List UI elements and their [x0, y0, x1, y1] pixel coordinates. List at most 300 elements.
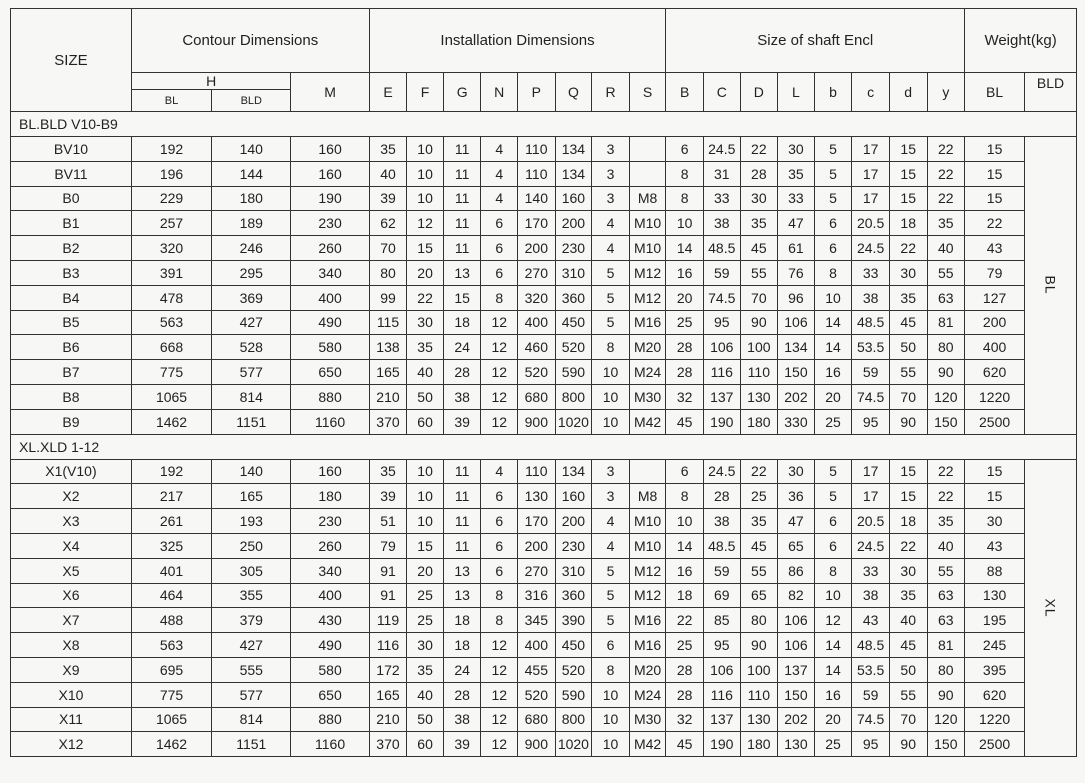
table-cell: 55	[927, 260, 965, 285]
table-cell: 32	[666, 384, 704, 409]
table-cell: 165	[369, 360, 407, 385]
table-cell: 395	[965, 657, 1025, 682]
table-cell: 106	[703, 335, 740, 360]
table-cell: 11	[443, 161, 481, 186]
table-cell: 180	[740, 732, 778, 757]
size-cell: B4	[11, 285, 132, 310]
table-cell: 11	[443, 533, 481, 558]
table-cell: 106	[778, 310, 815, 335]
table-cell: 14	[814, 657, 852, 682]
table-cell: 35	[407, 335, 444, 360]
table-cell: 45	[666, 732, 704, 757]
table-cell: 55	[740, 260, 778, 285]
table-cell: 22	[666, 608, 704, 633]
table-cell: 18	[889, 509, 927, 534]
table-cell: 40	[369, 161, 407, 186]
table-cell: 620	[965, 360, 1025, 385]
table-cell: 4	[481, 161, 518, 186]
h-bl-header: BL	[131, 90, 211, 112]
table-cell: 90	[889, 409, 927, 434]
size-cell: X10	[11, 682, 132, 707]
table-cell: 10	[407, 137, 444, 162]
table-cell: 20.5	[852, 211, 890, 236]
table-cell: 140	[518, 186, 556, 211]
table-cell: 10	[666, 211, 704, 236]
install-col-q: Q	[555, 73, 592, 112]
size-cell: X8	[11, 633, 132, 658]
table-cell: 15	[889, 186, 927, 211]
table-cell: 8	[592, 335, 630, 360]
table-cell: 17	[852, 137, 890, 162]
table-cell: 33	[703, 186, 740, 211]
table-cell: 246	[212, 236, 291, 261]
table-cell: 11	[443, 509, 481, 534]
table-cell: 43	[852, 608, 890, 633]
table-cell: M10	[629, 509, 666, 534]
table-cell: 4	[481, 137, 518, 162]
shaft-col-l: L	[778, 73, 815, 112]
table-cell: 20	[814, 384, 852, 409]
table-cell: 74.5	[852, 384, 890, 409]
table-cell: 80	[740, 608, 778, 633]
table-cell: 189	[212, 211, 291, 236]
table-cell: 580	[291, 335, 369, 360]
table-cell: 80	[927, 335, 965, 360]
table-cell: 261	[131, 509, 211, 534]
table-cell: 85	[703, 608, 740, 633]
table-cell: 192	[131, 459, 211, 484]
weight-bld-header: BLD	[1025, 73, 1077, 112]
table-cell: 18	[889, 211, 927, 236]
table-cell: 800	[555, 707, 592, 732]
table-cell: 106	[778, 608, 815, 633]
table-cell: 35	[740, 509, 778, 534]
table-cell: 95	[852, 732, 890, 757]
table-cell: 30	[889, 260, 927, 285]
table-cell: 90	[740, 310, 778, 335]
table-row	[11, 682, 1077, 707]
table-cell: 160	[555, 484, 592, 509]
table-row	[11, 558, 1077, 583]
table-row	[11, 211, 1077, 236]
size-cell: X4	[11, 533, 132, 558]
table-cell: 130	[965, 583, 1025, 608]
table-cell: 24.5	[703, 459, 740, 484]
table-cell: 55	[889, 682, 927, 707]
table-cell: 36	[778, 484, 815, 509]
table-cell: 577	[212, 682, 291, 707]
table-cell: 25	[666, 310, 704, 335]
table-cell: 30	[778, 137, 815, 162]
table-cell: 35	[889, 583, 927, 608]
shaft-col-c-upper: C	[703, 73, 740, 112]
table-cell: 12	[407, 211, 444, 236]
table-cell: 490	[291, 633, 369, 658]
table-cell: 210	[369, 384, 407, 409]
size-cell: X3	[11, 509, 132, 534]
table-cell: 900	[518, 409, 556, 434]
table-cell: 22	[965, 211, 1025, 236]
table-cell: 5	[814, 137, 852, 162]
size-cell: B3	[11, 260, 132, 285]
size-cell: B8	[11, 384, 132, 409]
table-cell: 1160	[291, 732, 369, 757]
table-cell: 16	[814, 682, 852, 707]
table-row	[11, 310, 1077, 335]
table-cell: 150	[778, 360, 815, 385]
table-cell: 24.5	[703, 137, 740, 162]
table-row	[11, 137, 1077, 162]
size-cell: B2	[11, 236, 132, 261]
table-cell: 95	[703, 310, 740, 335]
table-cell: 25	[814, 732, 852, 757]
table-cell: 35	[889, 285, 927, 310]
table-cell: 620	[965, 682, 1025, 707]
table-cell: 8	[666, 484, 704, 509]
table-cell: 17	[852, 186, 890, 211]
table-cell: 4	[592, 236, 630, 261]
table-cell: 91	[369, 583, 407, 608]
table-cell: 190	[703, 409, 740, 434]
table-cell: 45	[889, 633, 927, 658]
table-cell: 16	[666, 558, 704, 583]
table-cell: 65	[740, 583, 778, 608]
table-cell: 30	[778, 459, 815, 484]
table-cell: 355	[212, 583, 291, 608]
table-cell: 91	[369, 558, 407, 583]
table-cell: 13	[443, 260, 481, 285]
table-cell: 140	[212, 137, 291, 162]
table-cell: 257	[131, 211, 211, 236]
table-cell: 63	[927, 285, 965, 310]
table-cell: 230	[555, 533, 592, 558]
table-cell: M16	[629, 608, 666, 633]
table-cell: 4	[592, 509, 630, 534]
table-cell: 30	[407, 310, 444, 335]
table-cell: 96	[778, 285, 815, 310]
table-cell: 12	[481, 682, 518, 707]
table-cell: 650	[291, 360, 369, 385]
table-cell: 20	[407, 558, 444, 583]
table-cell: 51	[369, 509, 407, 534]
table-cell: 28	[740, 161, 778, 186]
table-cell: 5	[592, 285, 630, 310]
table-cell: 170	[518, 211, 556, 236]
table-cell: 110	[518, 459, 556, 484]
section-title: XL.XLD 1-12	[11, 434, 1077, 459]
table-cell	[629, 161, 666, 186]
table-cell: 69	[703, 583, 740, 608]
table-cell: 490	[291, 310, 369, 335]
table-cell: 200	[518, 533, 556, 558]
table-cell: 48.5	[852, 310, 890, 335]
table-cell: 35	[778, 161, 815, 186]
table-cell: 1462	[131, 732, 211, 757]
table-cell: 8	[814, 558, 852, 583]
table-cell: 55	[927, 558, 965, 583]
table-cell: 22	[740, 459, 778, 484]
table-cell: 10	[592, 360, 630, 385]
table-cell: 22	[927, 484, 965, 509]
table-cell: 1020	[555, 732, 592, 757]
table-cell: 25	[666, 633, 704, 658]
table-cell: 200	[555, 509, 592, 534]
size-cell: BV11	[11, 161, 132, 186]
table-cell: 192	[131, 137, 211, 162]
table-row	[11, 335, 1077, 360]
table-cell: 24.5	[852, 533, 890, 558]
table-cell: 11	[443, 236, 481, 261]
table-cell: 137	[703, 707, 740, 732]
table-cell: 320	[518, 285, 556, 310]
table-cell: 40	[407, 682, 444, 707]
table-cell: 8	[481, 285, 518, 310]
table-cell: 6	[814, 509, 852, 534]
table-cell: 193	[212, 509, 291, 534]
table-row	[11, 459, 1077, 484]
size-cell: X1(V10)	[11, 459, 132, 484]
table-row	[11, 285, 1077, 310]
table-cell: 165	[369, 682, 407, 707]
table-cell: 400	[518, 310, 556, 335]
table-cell: 170	[518, 509, 556, 534]
table-cell: 13	[443, 558, 481, 583]
table-cell: 116	[703, 682, 740, 707]
table-cell: 15	[889, 459, 927, 484]
table-cell: 18	[443, 310, 481, 335]
m-header: M	[291, 73, 369, 112]
table-cell: M12	[629, 558, 666, 583]
table-row	[11, 260, 1077, 285]
table-cell: 1462	[131, 409, 211, 434]
table-cell: 18	[443, 608, 481, 633]
table-cell: 345	[518, 608, 556, 633]
table-cell: 230	[291, 509, 369, 534]
weight-header: Weight(kg)	[965, 9, 1077, 73]
size-cell: B6	[11, 335, 132, 360]
table-cell: 8	[592, 657, 630, 682]
table-cell: 680	[518, 384, 556, 409]
table-cell: 14	[814, 310, 852, 335]
table-cell: 2500	[965, 409, 1025, 434]
table-row	[11, 707, 1077, 732]
table-cell: 360	[555, 583, 592, 608]
table-cell: 11	[443, 186, 481, 211]
table-cell: 134	[778, 335, 815, 360]
table-cell: 53.5	[852, 335, 890, 360]
group-label: BL	[1042, 275, 1059, 295]
table-cell: 360	[555, 285, 592, 310]
table-cell: 33	[852, 558, 890, 583]
table-cell: 1220	[965, 707, 1025, 732]
table-cell: 10	[407, 484, 444, 509]
install-col-p: P	[518, 73, 556, 112]
table-cell: 70	[889, 707, 927, 732]
table-cell: 370	[369, 409, 407, 434]
table-cell: 12	[481, 633, 518, 658]
table-cell: 28	[443, 682, 481, 707]
table-cell: 1151	[212, 409, 291, 434]
table-cell: 229	[131, 186, 211, 211]
table-cell: 11	[443, 484, 481, 509]
table-cell: 45	[666, 409, 704, 434]
table-cell: 12	[481, 409, 518, 434]
table-cell: M8	[629, 186, 666, 211]
table-cell: 134	[555, 459, 592, 484]
table-cell	[629, 137, 666, 162]
table-cell: 577	[212, 360, 291, 385]
shaft-header: Size of shaft Encl	[666, 9, 965, 73]
table-cell: 95	[703, 633, 740, 658]
table-cell: 10	[666, 509, 704, 534]
table-cell: 190	[291, 186, 369, 211]
table-cell: 10	[407, 509, 444, 534]
table-cell: M8	[629, 484, 666, 509]
table-cell: 5	[592, 583, 630, 608]
table-cell: 202	[778, 707, 815, 732]
table-cell: 400	[518, 633, 556, 658]
table-cell: 15	[407, 533, 444, 558]
table-cell: 30	[740, 186, 778, 211]
table-cell: 22	[889, 533, 927, 558]
table-cell: 28	[703, 484, 740, 509]
table-cell: M16	[629, 633, 666, 658]
table-cell: 16	[814, 360, 852, 385]
install-col-f: F	[407, 73, 444, 112]
size-cell: X2	[11, 484, 132, 509]
table-cell: 25	[407, 608, 444, 633]
table-cell: 60	[407, 732, 444, 757]
table-cell: 8	[481, 608, 518, 633]
table-cell: M30	[629, 707, 666, 732]
table-cell: 800	[555, 384, 592, 409]
table-cell: 150	[927, 732, 965, 757]
dimension-table	[10, 8, 1077, 757]
table-cell: 17	[852, 459, 890, 484]
table-cell: 15	[443, 285, 481, 310]
table-cell: 25	[740, 484, 778, 509]
install-col-r: R	[592, 73, 630, 112]
table-cell: 38	[852, 285, 890, 310]
table-cell: 31	[703, 161, 740, 186]
table-cell: 35	[369, 459, 407, 484]
table-cell: 6	[481, 558, 518, 583]
table-cell: 369	[212, 285, 291, 310]
table-cell: 379	[212, 608, 291, 633]
size-cell: X6	[11, 583, 132, 608]
table-cell: 90	[740, 633, 778, 658]
table-cell: 22	[927, 459, 965, 484]
table-cell: 160	[291, 137, 369, 162]
table-cell: 3	[592, 484, 630, 509]
table-cell: 59	[852, 682, 890, 707]
table-cell: 110	[740, 682, 778, 707]
table-cell: 90	[927, 360, 965, 385]
table-cell: 775	[131, 682, 211, 707]
table-cell: 370	[369, 732, 407, 757]
table-row	[11, 161, 1077, 186]
table-cell: 10	[592, 384, 630, 409]
table-cell: 79	[369, 533, 407, 558]
table-cell: 76	[778, 260, 815, 285]
table-cell: 17	[852, 484, 890, 509]
table-cell: M12	[629, 285, 666, 310]
table-cell: 12	[481, 657, 518, 682]
table-cell: 391	[131, 260, 211, 285]
table-cell: 28	[666, 360, 704, 385]
install-col-s: S	[629, 73, 666, 112]
size-cell: X11	[11, 707, 132, 732]
table-cell: 310	[555, 558, 592, 583]
table-cell: 110	[518, 137, 556, 162]
table-row	[11, 583, 1077, 608]
table-cell: 74.5	[852, 707, 890, 732]
table-cell: 680	[518, 707, 556, 732]
table-cell: M42	[629, 732, 666, 757]
table-cell: 10	[592, 409, 630, 434]
table-cell: 190	[703, 732, 740, 757]
table-cell: 5	[814, 161, 852, 186]
table-cell: 120	[927, 384, 965, 409]
table-cell: 20	[814, 707, 852, 732]
table-cell: 20.5	[852, 509, 890, 534]
table-cell: 814	[212, 384, 291, 409]
table-cell: 202	[778, 384, 815, 409]
table-cell: 80	[927, 657, 965, 682]
table-cell: 22	[927, 161, 965, 186]
table-cell: 6	[481, 260, 518, 285]
table-cell: 427	[212, 310, 291, 335]
table-cell: 150	[778, 682, 815, 707]
table-cell: 5	[592, 310, 630, 335]
table-cell: 25	[407, 583, 444, 608]
table-cell: 590	[555, 360, 592, 385]
group-label: XL	[1042, 598, 1059, 618]
table-cell: M24	[629, 360, 666, 385]
size-cell: BV10	[11, 137, 132, 162]
table-cell: 775	[131, 360, 211, 385]
table-cell: 127	[965, 285, 1025, 310]
table-cell: 33	[852, 260, 890, 285]
table-cell: 880	[291, 707, 369, 732]
table-cell: 305	[212, 558, 291, 583]
table-cell: 59	[852, 360, 890, 385]
table-cell: 22	[407, 285, 444, 310]
table-cell: 210	[369, 707, 407, 732]
table-cell: 528	[212, 335, 291, 360]
table-cell: 15	[965, 186, 1025, 211]
table-cell: 1020	[555, 409, 592, 434]
table-cell: 62	[369, 211, 407, 236]
table-row	[11, 484, 1077, 509]
table-cell: 25	[814, 409, 852, 434]
table-cell: 172	[369, 657, 407, 682]
table-cell: 140	[212, 459, 291, 484]
table-cell: 15	[965, 137, 1025, 162]
table-cell: M10	[629, 236, 666, 261]
table-cell: 6	[666, 459, 704, 484]
table-cell: 30	[889, 558, 927, 583]
table-cell: 520	[518, 682, 556, 707]
table-cell: 130	[518, 484, 556, 509]
table-cell: M30	[629, 384, 666, 409]
table-cell: 130	[740, 707, 778, 732]
table-cell: 15	[965, 459, 1025, 484]
table-cell: 1220	[965, 384, 1025, 409]
table-cell: 48.5	[703, 533, 740, 558]
table-cell: 30	[407, 633, 444, 658]
table-cell: 320	[131, 236, 211, 261]
